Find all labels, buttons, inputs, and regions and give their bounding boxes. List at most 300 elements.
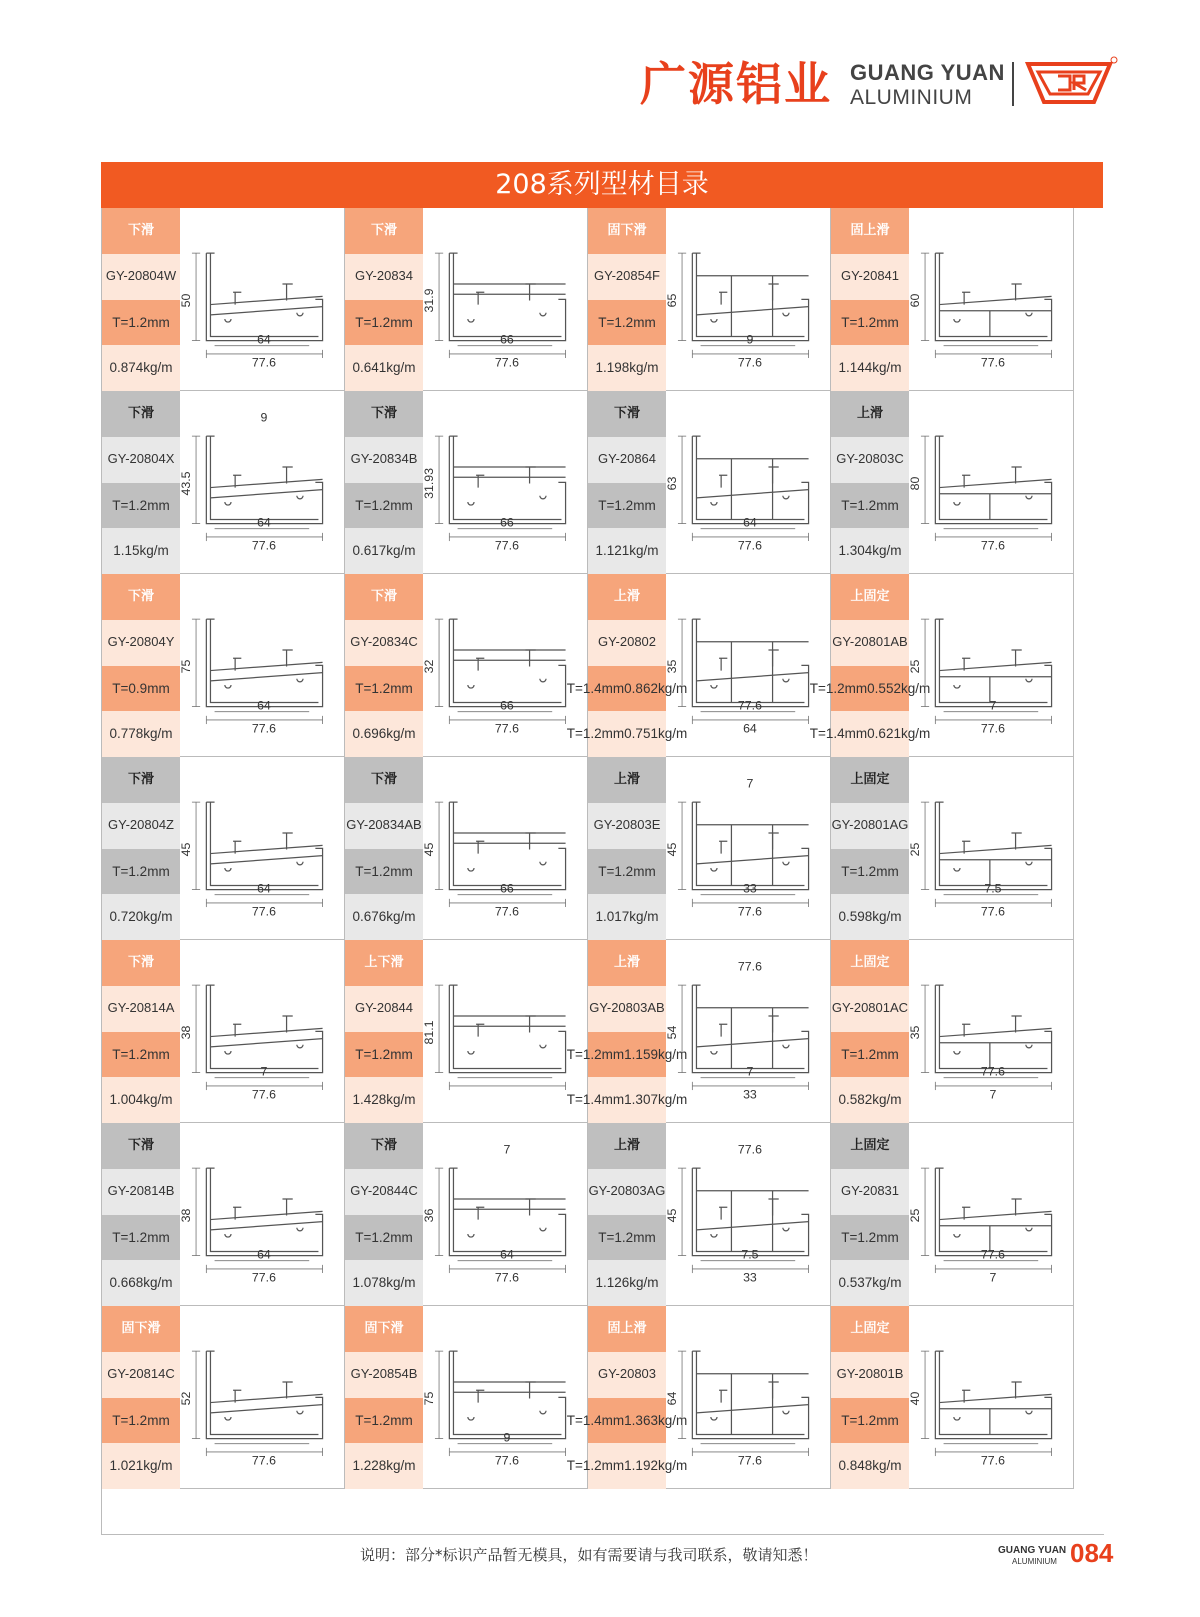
profile-thickness [588,849,666,895]
brand-header [640,54,1120,114]
profile-drawing [664,395,836,575]
profile-section-diagram [178,944,350,1124]
profile-outline [206,1168,322,1255]
profile-thickness-line: 0.552kg/m [867,680,931,696]
profile-outline [768,284,778,300]
profile-section-diagram [178,1127,350,1307]
profile-card [588,208,831,391]
profile-section-diagram [907,395,1079,575]
profile-outline [696,1351,804,1434]
profile-weight [588,894,666,940]
profile-outline [935,1351,1051,1438]
profile-outline [1011,467,1021,483]
dimension-label: 77.6 [494,721,519,736]
profile-weight [345,1443,423,1489]
profile-thickness-line: T=1.2mm [112,863,170,879]
profile-outline [540,313,546,316]
profile-outline [696,1168,804,1251]
profile-drawing [178,578,350,758]
profile-type: 上滑 [588,574,666,620]
profile-code: GY-20803C [831,437,909,483]
profile-thickness [345,300,423,346]
dimension-label: 64 [257,515,271,530]
dimension-label: 77.6 [980,1247,1005,1262]
profile-card [345,1123,588,1306]
dimension-label: 77.6 [737,959,762,974]
profile-drawing [421,761,593,941]
profile-weight-line: T=1.4mm [566,1092,625,1108]
profile-outline [939,253,1047,336]
profile-outline [696,825,808,886]
profile-weight-line: 0.696kg/m [352,726,416,742]
profile-outline [1011,833,1021,849]
dimension-label: 64 [257,332,271,347]
profile-card [831,1306,1074,1489]
profile-outline [939,1394,1051,1402]
dimension-label: 77.6 [251,538,276,553]
profile-outline [282,1382,292,1398]
dimension-label: 77.6 [494,1270,519,1285]
profile-thickness-line: T=1.2mm [566,1046,625,1062]
profile-thickness-line: T=1.2mm [598,497,656,513]
dimension-label: 45 [664,842,679,857]
profile-outline [297,1228,303,1231]
dimension-label: 77.6 [980,721,1005,736]
dimension-label: 7 [503,1142,511,1157]
profile-thickness [831,300,909,346]
profile-outline [206,802,322,889]
dimension-label: 77.6 [494,538,519,553]
profile-section-diagram [421,395,593,575]
catalog-title: 208系列型材目录 [101,162,1103,208]
dimension-label: 40 [907,1391,922,1406]
profile-outline [696,1222,808,1230]
profile-outline [449,1351,565,1438]
profile-drawing [907,1127,1079,1307]
profile-weight-line: T=1.2mm [566,726,625,742]
profile-type: 下滑 [588,391,666,437]
dimension-label: 9 [260,410,268,425]
profile-outline [696,307,808,315]
profile-weight [102,528,180,574]
profile-card [102,1306,345,1489]
profile-outline [711,685,717,688]
profile-section-diagram [664,944,836,1124]
profile-card [588,757,831,940]
profile-section-diagram [421,761,593,941]
profile-outline [783,496,789,499]
brand-divider [1012,62,1014,106]
dimension-label: 64 [664,1391,679,1406]
profile-outline [468,685,474,688]
profile-outline [1011,1382,1021,1398]
profile-outline [525,833,535,849]
footer-note: 说明：部分*标识产品暂无模具，如有需要请与我司联系，敬请知悉！ [360,1546,818,1564]
profile-type: 固上滑 [831,208,909,254]
profile-code: GY-20834B [345,437,423,483]
profile-outline [210,1168,318,1251]
profile-outline [768,467,778,483]
profile-weight-line: 0.598kg/m [838,909,902,925]
profile-outline [935,802,1051,889]
profile-card [566,574,831,757]
profile-thickness [831,849,909,895]
profile-outline [711,319,717,322]
profile-weight-line: 1.017kg/m [595,909,659,925]
profile-code: GY-20802 [588,620,666,666]
profile-code: GY-20834 [345,254,423,300]
profile-drawing [907,1310,1079,1490]
profile-type: 下滑 [345,1123,423,1169]
profile-section-diagram [907,761,1079,941]
profile-section-diagram [178,761,350,941]
profile-outline [768,833,778,849]
profile-code: GY-20804W [102,254,180,300]
profile-section-diagram [421,1127,593,1307]
dimension-label: 77.6 [737,1453,762,1468]
profile-type: 下滑 [345,757,423,803]
dimension-label: 77.6 [737,355,762,370]
dimension-label: 77.6 [251,355,276,370]
profile-outline [1026,1228,1032,1231]
profile-outline [449,253,565,340]
profile-section-diagram [664,395,836,575]
profile-outline [935,985,1051,1072]
profile-outline [1026,679,1032,682]
profile-weight-line: 0.676kg/m [352,909,416,925]
profile-outline [696,253,804,336]
profile-outline [210,1222,322,1230]
profile-outline [768,1382,778,1398]
profile-weight [831,1077,909,1123]
profile-type: 上滑 [588,757,666,803]
profile-outline [282,650,292,666]
dimension-label: 52 [178,1391,193,1406]
profile-outline [696,1405,808,1413]
profile-weight [831,345,909,391]
profile-outline [525,1016,535,1032]
profile-drawing [178,395,350,575]
dimension-label: 77.6 [737,698,762,713]
profile-code: GY-20844C [345,1169,423,1215]
profile-outline [210,1028,322,1036]
profile-card [102,1123,345,1306]
profile-outline [225,502,231,505]
profile-outline [939,1168,1047,1251]
profile-outline [935,619,1051,706]
profile-code: GY-20844 [345,986,423,1032]
dimension-label: 33 [743,1270,757,1285]
profile-type: 上滑 [588,1123,666,1169]
profile-type: 上固定 [831,757,909,803]
profile-code: GY-20803E [588,803,666,849]
profile-outline [525,1199,535,1215]
profile-outline [692,985,808,1072]
profile-drawing [907,395,1079,575]
profile-weight-line: 1.307kg/m [624,1092,688,1108]
profile-weight-line: 0.751kg/m [624,726,688,742]
profile-weight-line: T=1.2mm [566,1458,625,1474]
dimension-label: 77.6 [980,1453,1005,1468]
profile-weight-line: 1.144kg/m [838,360,902,376]
profile-thickness [831,1215,909,1261]
profile-outline [210,985,318,1068]
dimension-label: 7 [260,1064,268,1079]
profile-drawing [907,761,1079,941]
profile-outline [525,467,535,483]
profile-section-diagram [907,1127,1079,1307]
profile-section-diagram [907,578,1079,758]
profile-outline [939,662,1051,670]
profile-drawing [178,944,350,1124]
profile-type: 上固定 [831,940,909,986]
dimension-label: 66 [500,698,514,713]
dimension-label: 65 [664,293,679,308]
profile-thickness-line: T=1.2mm [841,1046,899,1062]
profile-code: GY-20864 [588,437,666,483]
profile-thickness-line: T=1.2mm [112,1229,170,1245]
profile-outline [939,479,1051,487]
profile-code: GY-20831 [831,1169,909,1215]
profile-weight [566,1443,688,1489]
profile-card [102,940,345,1123]
dimension-label: 45 [178,842,193,857]
profile-code: GY-20803AG [588,1169,666,1215]
profile-thickness-line: T=1.2mm [355,314,413,330]
profile-weight [588,528,666,574]
profile-thickness-line: T=1.2mm [841,497,899,513]
dimension-label: 54 [664,1025,679,1040]
profile-outline [225,685,231,688]
profile-outline [696,1039,808,1047]
dimension-label: 31.9 [421,288,436,313]
dimension-label: 33 [743,1087,757,1102]
profile-type: 下滑 [102,1123,180,1169]
profile-weight [102,711,180,757]
profile-code: GY-20804Z [102,803,180,849]
profile-outline [282,1016,292,1032]
profile-outline [696,490,808,498]
profile-outline [692,1168,808,1255]
profile-weight [831,1260,909,1306]
profile-outline [711,1234,717,1237]
profile-outline [225,319,231,322]
profile-drawing [664,761,836,941]
profile-type: 下滑 [345,574,423,620]
profile-weight [102,1443,180,1489]
profile-thickness [588,1215,666,1261]
profile-type: 上滑 [831,391,909,437]
profile-weight [588,345,666,391]
profile-thickness-line: 1.159kg/m [624,1046,688,1062]
profile-section-diagram [907,944,1079,1124]
profile-type: 下滑 [102,757,180,803]
profile-outline [954,868,960,871]
profile-outline [468,1051,474,1054]
profile-section-diagram [664,761,836,941]
profile-outline [210,1405,322,1413]
profile-outline [210,1351,318,1434]
profile-outline [711,1051,717,1054]
profile-outline [954,1234,960,1237]
profile-outline [711,502,717,505]
dimension-label: 35 [907,1025,922,1040]
profile-outline [210,296,322,304]
profile-drawing [178,212,350,392]
dimension-label: 77.6 [980,538,1005,553]
profile-outline [954,319,960,322]
profile-outline [540,679,546,682]
profile-outline [696,619,804,702]
profile-outline [468,1234,474,1237]
profile-type: 下滑 [345,391,423,437]
profile-outline [939,296,1051,304]
dimension-label: 80 [907,476,922,491]
profile-card [831,757,1074,940]
profile-section-diagram [907,212,1079,392]
profile-type: 固上滑 [588,1306,666,1352]
dimension-label: 45 [664,1208,679,1223]
profile-outline [468,502,474,505]
dimension-label: 31.93 [421,468,436,499]
profile-thickness-line: T=1.4mm [566,680,625,696]
profile-type: 固下滑 [345,1306,423,1352]
dimension-label: 63 [664,476,679,491]
profile-thickness-line: T=1.2mm [355,1412,413,1428]
profile-code: GY-20804X [102,437,180,483]
dimension-label: 64 [257,698,271,713]
dimension-label: 38 [178,1208,193,1223]
profile-outline [540,1411,546,1414]
profile-outline [939,845,1051,853]
profile-outline [954,685,960,688]
profile-outline [468,1417,474,1420]
dimension-label: 75 [178,659,193,674]
profile-card [831,1123,1074,1306]
profile-thickness [345,1215,423,1261]
profile-outline [468,868,474,871]
profile-outline [540,1045,546,1048]
profile-outline [449,436,565,523]
profile-outline [719,841,727,853]
profile-weight [345,711,423,757]
profile-outline [210,856,322,864]
profile-outline [206,253,322,340]
profile-weight [345,1077,423,1123]
profile-outline [297,496,303,499]
dimension-label: 32 [421,659,436,674]
profile-outline [210,845,322,853]
profile-outline [525,1382,535,1398]
profile-thickness [345,666,423,712]
profile-outline [1026,496,1032,499]
profile-section-diagram [664,212,836,392]
dimension-label: 36 [421,1208,436,1223]
profile-code: GY-20801B [831,1352,909,1398]
profile-weight-line: 1.121kg/m [595,543,659,559]
footer-brand-name: GUANG YUAN [998,1545,1067,1556]
profile-weight [345,345,423,391]
profile-outline [939,619,1047,702]
profile-weight [102,1260,180,1306]
profile-outline [719,292,727,304]
profile-weight [809,711,931,757]
profile-card [588,1123,831,1306]
profile-thickness [831,1398,909,1444]
profile-drawing [421,395,593,575]
profile-thickness [345,1398,423,1444]
profile-outline [768,650,778,666]
profile-weight-line: 1.126kg/m [595,1275,659,1291]
profile-weight-line: 0.537kg/m [838,1275,902,1291]
profile-weight-line: 0.668kg/m [109,1275,173,1291]
dimension-label: 77.6 [980,1064,1005,1079]
profile-weight [831,894,909,940]
dimension-label: 77.6 [494,1453,519,1468]
profile-drawing [178,1127,350,1307]
profile-outline [719,1390,727,1402]
profile-card [345,208,588,391]
profile-thickness [345,483,423,529]
profile-outline [939,802,1047,885]
profile-weight [102,1077,180,1123]
profile-outline [206,619,322,706]
dimension-label: 64 [257,1247,271,1262]
profile-weight-line: 0.720kg/m [109,909,173,925]
profile-outline [1011,1199,1021,1215]
profile-thickness-line: T=1.2mm [355,1046,413,1062]
profile-outline [449,802,565,889]
dimension-label: 77.6 [980,904,1005,919]
profile-section-diagram [178,212,350,392]
profile-outline [210,1039,322,1047]
brand-logo-icon [1024,54,1120,110]
dimension-label: 77.6 [494,355,519,370]
profile-card [102,208,345,391]
profile-outline [210,619,318,702]
profile-outline [210,1394,322,1402]
profile-outline [206,1351,322,1438]
profile-thickness-line: T=1.2mm [112,314,170,330]
profile-weight-line: 1.15kg/m [113,543,169,559]
profile-outline [297,313,303,316]
profile-type: 上固定 [831,1123,909,1169]
profile-thickness-line: T=1.4mm [566,1412,625,1428]
dimension-label: 77.6 [494,904,519,919]
profile-outline [210,490,322,498]
profile-thickness-line: T=1.2mm [598,863,656,879]
profile-section-diagram [178,1310,350,1490]
profile-thickness [102,1398,180,1444]
profile-weight-line: 1.304kg/m [838,543,902,559]
page-number: 084 [1070,1538,1114,1568]
dimension-label: 35 [664,659,679,674]
profile-outline [540,496,546,499]
profile-outline [692,619,808,706]
profile-outline [206,436,322,523]
dimension-label: 64 [500,1247,514,1262]
profile-outline [954,502,960,505]
profile-outline [225,1234,231,1237]
profile-thickness-line: T=1.2mm [809,680,868,696]
profile-section-diagram [178,395,350,575]
profile-card [102,391,345,574]
profile-section-diagram [664,1310,836,1490]
profile-outline [1026,313,1032,316]
profile-outline [935,1168,1051,1255]
profile-outline [768,1199,778,1215]
profile-code: GY-20803 [588,1352,666,1398]
